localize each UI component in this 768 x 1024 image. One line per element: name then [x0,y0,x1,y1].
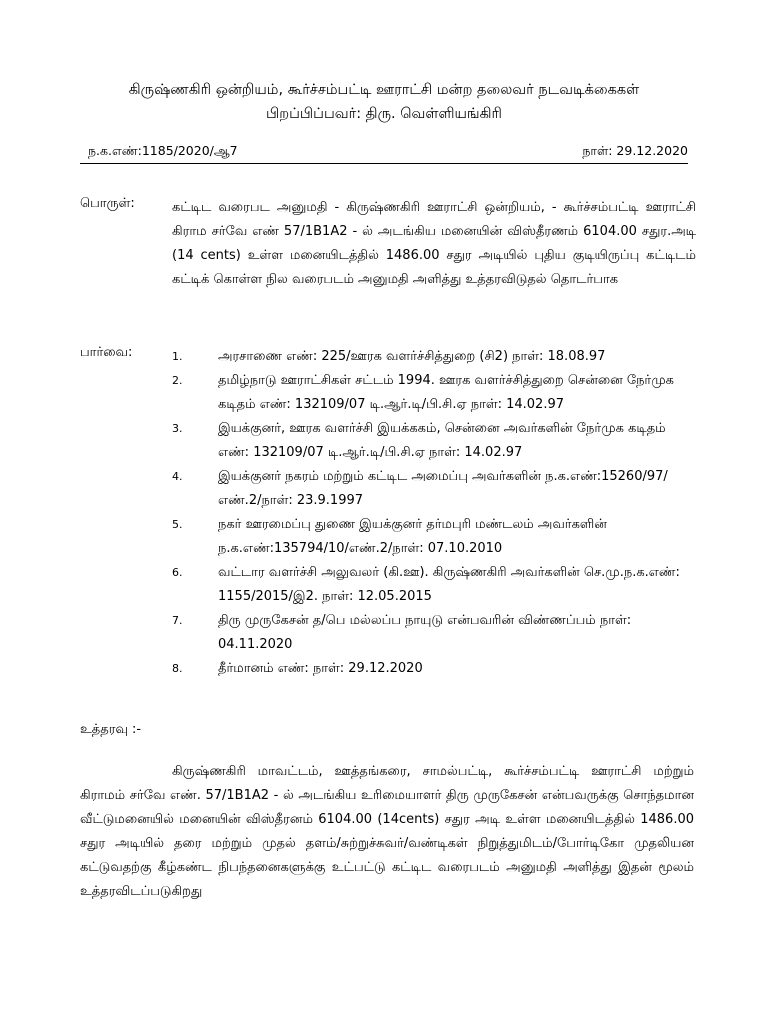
reference-item [172,513,700,561]
reference-item [172,465,700,513]
reference-item-text: திரு முருகேசன் த/பெ மல்லப்ப நாயுடு என்பவரின் விண்ணப்பம் நாள்: 04.11.2020 [218,613,632,652]
order-text: கிருஷ்ணகிரி மாவட்டம், ஊத்தங்கரை, சாமல்பட்டி, கூர்ச்சம்பட்டி ஊராட்சி மற்றும் கிராமம் சர்வே எண். 57/1B1A2 - ல் அடங்கிய உரிமையாளர் திரு முருகேசன் என்பவருக்கு சொந்தமான வீட்டுமனையில் மனையின் விஸ்தீரனம் 6104.00 (14cents) சதுர அடி உள்ள மனையிடத்தில் 1486.00 சதுர அடியில் தரை மற்றும் முதல் தளம்/சுற்றுச்சுவர்/வண்டிகள் நிறுத்துமிடம்/போர்டிகோ முதலியன கட்டுவதற்கு கீழ்கண்ட நிபந்தனைகளுக்கு உட்பட்டு கட்டிட வரைபடம் அனுமதி அளித்து இதன் மூலம் உத்தரவிடப்படுகிறது [80,764,694,899]
reference-item [172,417,700,465]
reference-item [172,657,700,681]
subject-text: கட்டிட வரைபட அனுமதி - கிருஷ்ணகிரி ஊராட்சி ஒன்றியம், - கூர்ச்சம்பட்டி ஊராட்சி கிராம சர்வே எண் 57/1B1A2 - ல் அடங்கிய மனையின் விஸ்தீரணம் 6104.00 சதுர.அடி (14 cents) உள்ள மனையிடத்தில் 1486.00 சதுர அடியில் புதிய குடியிருப்பு கட்டிடம் கட்டிக் கொள்ள நில வரைபடம் அனுமதி அளித்து உத்தரவிடுதல் தொடர்பாக [172,200,697,287]
reference-item-text: தமிழ்நாடு ஊராட்சிகள் சட்டம் 1994. ஊரக வளர்ச்சித்துறை சென்னை நேர்முக கடிதம் எண்: 132109/07 டி.ஆர்.டி/பி.சி.ஏ நாள்: 14.02.97 [218,373,674,412]
issuer-line: பிறப்பிப்பவர்: திரு. வெள்ளியங்கிரி [266,106,502,122]
reference-item-number: 5. [172,518,183,531]
reference-item [172,561,700,609]
reference-line [80,141,688,164]
reference-item-text: இயக்குனர் நகரம் மற்றும் கட்டிட அமைப்பு அவர்களின் ந.க.எண்:15260/97/எண்.2/நாள்: 23.9.1997 [218,469,668,508]
reference-item-text: வட்டார வளர்ச்சி அலுவலர் (கி.ஊ). கிருஷ்ணகிரி அவர்களின் செ.மு.ந.க.எண்: 1155/2015/இ2. நாள்: 12.05.2015 [218,565,680,604]
reference-item-number: 4. [172,470,183,483]
subject-label: பொருள்: [80,196,135,211]
reference-item-number: 7. [172,614,183,627]
reference-item-text: நகர் ஊரமைப்பு துணை இயக்குனர் தர்மபுரி மண்டலம் அவர்களின் ந.க.எண்:135794/10/எண்.2/நாள்: 07.10.2010 [218,517,607,556]
reference-item-number: 1. [172,350,183,363]
reference-item [172,345,700,369]
reference-number: ந.க.எண்:1185/2020/ஆ7 [88,143,238,158]
reference-item-text: தீர்மானம் எண்: நாள்: 29.12.2020 [218,661,423,676]
order-label: உத்தரவு :- [80,722,142,737]
reference-date: நாள்: 29.12.2020 [582,143,688,158]
reference-item [172,609,700,657]
reference-item-number: 8. [172,662,183,675]
reference-item-text: இயக்குனர், ஊரக வளர்ச்சி இயக்ககம், சென்னை அவர்களின் நேர்முக கடிதம் எண்: 132109/07 டி.ஆர்.டி/பி.சி.ஏ நாள்: 14.02.97 [218,421,666,460]
document-title: கிருஷ்ணகிரி ஒன்றியம், கூர்ச்சம்பட்டி ஊராட்சி மன்ற தலைவர் நடவடிக்கைகள் [128,82,640,98]
reference-item-text: அரசாணை எண்: 225/ஊரக வளர்ச்சித்துறை (சி2) நாள்: 18.08.97 [218,349,606,364]
references-list [172,345,700,681]
reference-item-number: 3. [172,422,183,435]
reference-item [172,369,700,417]
reference-item-number: 6. [172,566,183,579]
document-header [0,78,768,126]
reference-item-number: 2. [172,374,183,387]
references-label: பார்வை: [80,345,133,360]
